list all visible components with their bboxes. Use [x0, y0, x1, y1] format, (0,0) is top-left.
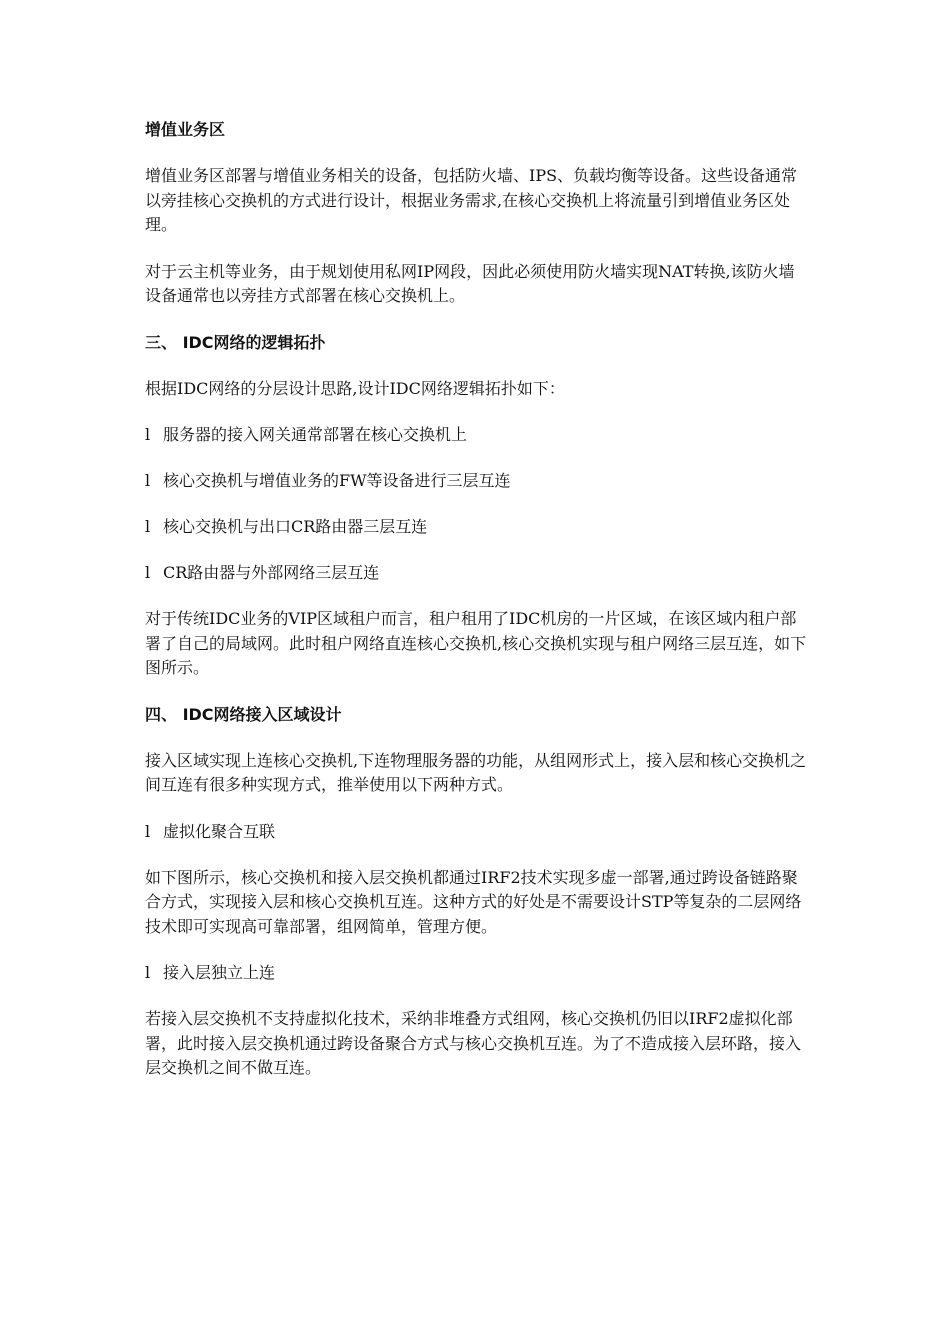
paragraph-access-intro: 接入区域实现上连核心交换机,下连物理服务器的功能，从组网形式上，接入层和核心交换机之间互连有很多种实现方式，推举使用以下两种方式。	[145, 750, 807, 794]
bullet-marker: l	[145, 821, 151, 841]
list-item-text: CR路由器与外部网络三层互连	[163, 563, 380, 582]
list-item	[145, 469, 810, 493]
paragraph-cloud-host-nat: 对于云主机等业务，由于规划使用私网IP网段，因此必须使用防火墙实现NAT转换,该防火墙设备通常也以旁挂方式部署在核心交换机上。	[145, 261, 795, 305]
bullet-marker: l	[145, 517, 151, 536]
list-item-text: 接入层独立上连	[163, 963, 276, 982]
list-item-text: 虚拟化聚合互联	[163, 821, 276, 841]
list-item	[145, 961, 810, 985]
section-title-access-area: 四、 IDC网络接入区域设计	[145, 704, 342, 724]
paragraph-virtual-aggregation: 如下图所示，核心交换机和接入层交换机都通过IRF2技术实现多虚一部署,通过跨设备链路聚合方式，实现接入层和核心交换机互连。这种方式的好处是不需要设计STP等复杂的二层网络技术即可实现高可靠部署，组网简单，管理方便。	[145, 867, 802, 936]
list-item	[145, 423, 810, 447]
document-page	[145, 118, 810, 1103]
paragraph-vip-tenant: 对于传统IDC业务的VIP区域租户而言，租户租用了IDC机房的一片区域，在该区域内租户部署了自己的局域网。此时租户网络直连核心交换机,核心交换机实现与租户网络三层互连，如下图所示。	[145, 609, 807, 677]
list-item-text: 核心交换机与出口CR路由器三层互连	[163, 517, 428, 536]
bullet-marker: l	[145, 425, 151, 444]
list-item-text: 核心交换机与增值业务的FW等设备进行三层互连	[163, 471, 511, 490]
bullet-marker: l	[145, 963, 151, 982]
section-title-logical-topology: 三、 IDC网络的逻辑拓扑	[145, 332, 326, 352]
list-item	[145, 561, 810, 585]
bullet-marker: l	[145, 471, 151, 490]
list-item	[145, 515, 810, 539]
bullet-marker: l	[145, 563, 151, 582]
paragraph-topology-intro: 根据IDC网络的分层设计思路,设计IDC网络逻辑拓扑如下：	[145, 378, 565, 398]
section-title-value-added: 增值业务区	[145, 120, 226, 139]
paragraph-value-added-devices: 增值业务区部署与增值业务相关的设备，包括防火墙、IPS、负载均衡等设备。这些设备通常以旁挂核心交换机的方式进行设计，根据业务需求,在核心交换机上将流量引到增值业务区处理。	[145, 166, 798, 234]
paragraph-independent-uplink: 若接入层交换机不支持虚拟化技术，采纳非堆叠方式组网，核心交换机仍旧以IRF2虚拟化部署，此时接入层交换机通过跨设备聚合方式与核心交换机互连。为了不造成接入层环路，接入层交换机之间不做互连。	[145, 1009, 802, 1077]
list-item	[145, 820, 810, 844]
list-item-text: 服务器的接入网关通常部署在核心交换机上	[163, 425, 468, 444]
